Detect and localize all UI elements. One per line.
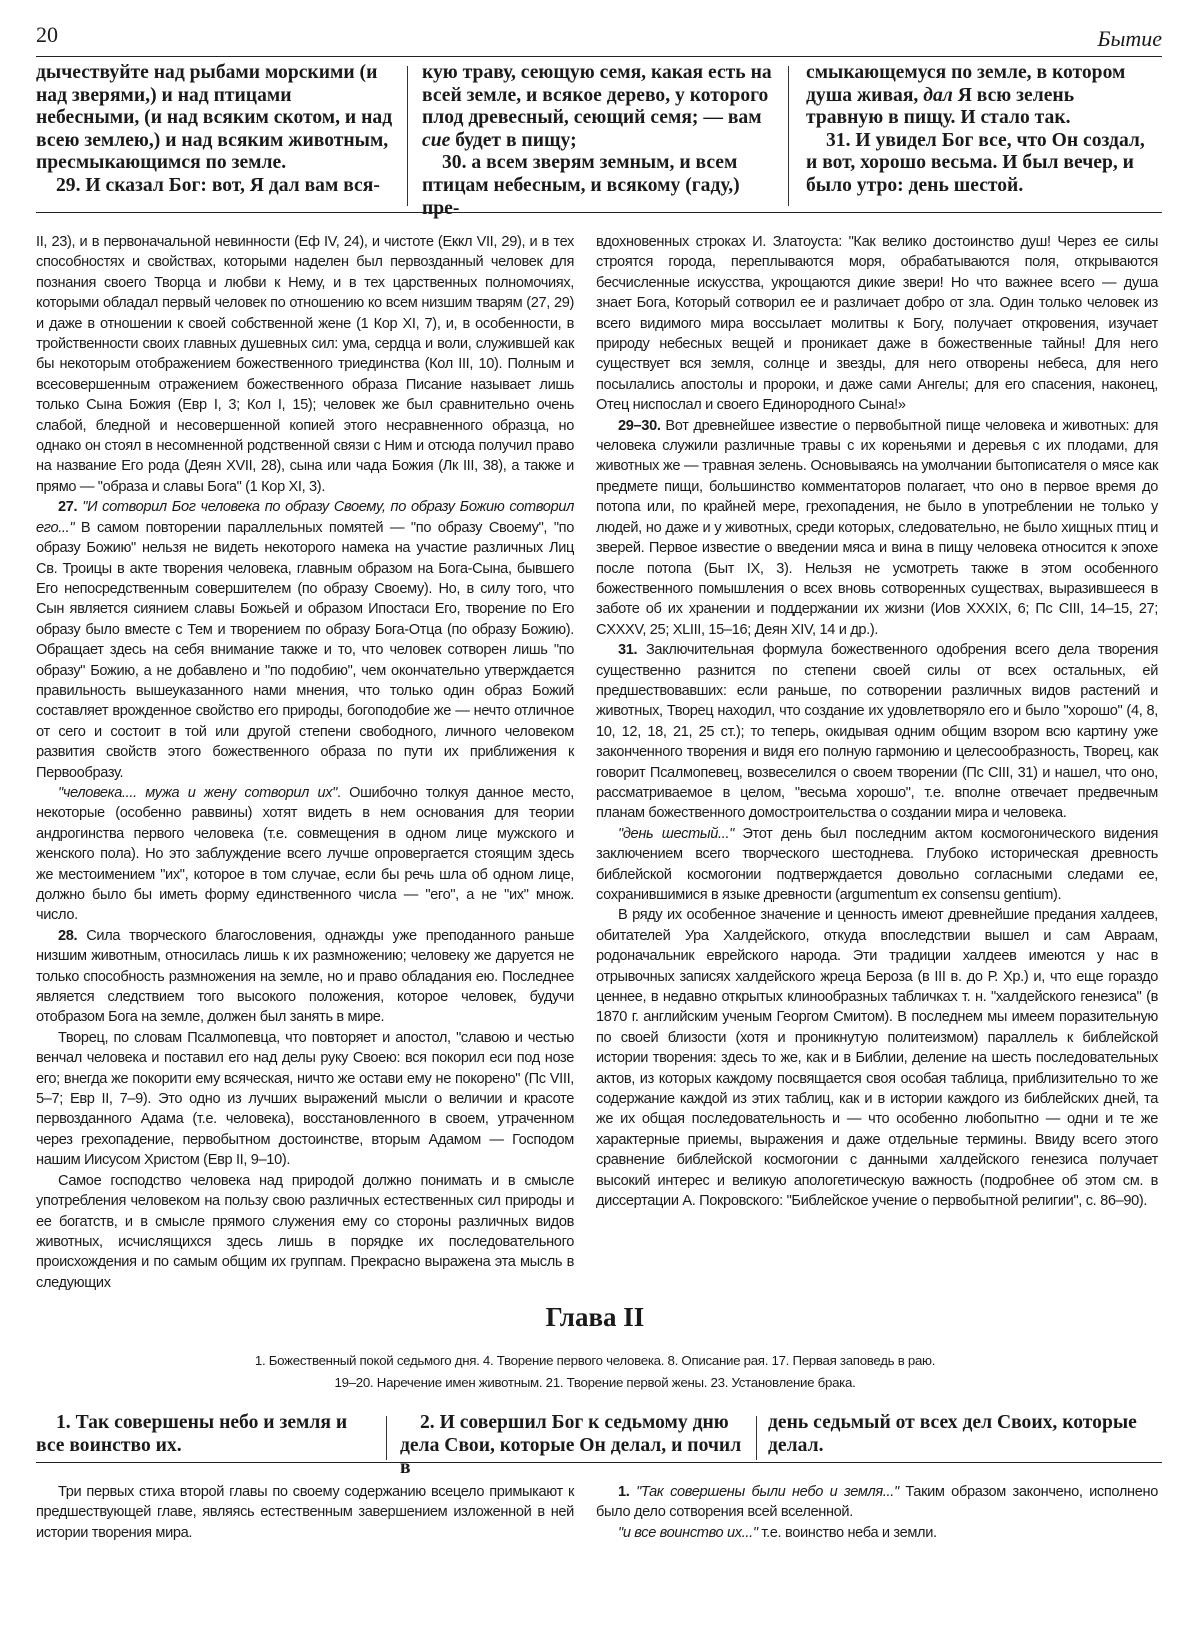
commentary-text: В самом повторении параллельных помятей — "по образу Своему", "по образу Божию" нельзя не видеть некоторого намека на участие различных Лиц Св. Троицы в акте творения человека, главным образом на Бога-Сына, бывшего Его непосредственным совершителем (по образу Своему). Но, в силу того, что Сын является сиянием славы Божьей и образом Ипостаси Его, творение по Его образу было вместе с Тем и творением по образу Бога-Отца (по образу Божию). Обращает здесь на себя внимание также и то, что человек сотворен лишь "по образу" Божию, а не добавлено и "по подобию", чем окончательно утверждается правильность вышеуказанного нами мнения, что только один образ Божий составляет врожденное свойство его природы, богоподобие же — нечто отличное от сего и состоит в той или другой степени свободного, личного человеком развития свойств этого божественного образа по пути их приближения к Первообразу. [36, 519, 574, 781]
synopsis-line: 19–20. Наречение имен животным. 21. Творение первой жены. 23. Установление брака. [334, 1375, 856, 1390]
column-divider [756, 1416, 757, 1460]
commentary-right-column [596, 232, 1158, 1212]
commentary-block-bottom [36, 1482, 1162, 1582]
scripture-column-3 [768, 1412, 1158, 1457]
verse-quote: "Так совершены были небо и земля..." [636, 1484, 899, 1500]
commentary-left-column [36, 232, 574, 1293]
running-header [36, 20, 1162, 57]
verse-quote: "И сотворил Бог человека по образу Своему, по образу Божию сотворил его..." [36, 499, 574, 536]
commentary-paragraph: Три первых стиха второй главы по своему содержанию всецело примыкают к предшествующей главе, являясь естественным завершением изложенной в ней истории творения мира. [36, 1484, 574, 1541]
commentary-right-column [596, 1482, 1158, 1543]
commentary-paragraph [596, 416, 1158, 640]
commentary-text: Этот день был последним актом космогонического видения заключением всего творческого шестоднева. Глубоко историческая древность библейской космогонии подтверждается довольно согласными следами ее, сохранившимися в языке древности (argumentum ex consensu gentium). [596, 825, 1158, 903]
verse-31: 31. И увидел Бог все, что Он создал, и вот, хорошо весьма. И был вечер, и было утро: день шестой. [806, 129, 1145, 196]
commentary-paragraph [36, 783, 574, 926]
commentary-paragraph [596, 640, 1158, 824]
verse-2: 2. И совершил Бог к седьмому дню дела Свои, которые Он делал, и почил в [400, 1412, 742, 1479]
commentary-paragraph [36, 926, 574, 1028]
chapter-synopsis [100, 1350, 1090, 1394]
commentary-text: Таким образом закончено, исполнено было дело сотворения всей вселенной. [596, 1484, 1158, 1521]
scripture-column-1 [36, 62, 396, 198]
scripture-italic: сие [422, 129, 451, 151]
verse-quote: "день шестый..." [618, 825, 734, 842]
scripture-column-2 [422, 62, 772, 220]
verse-1: 1. Так совершены небо и земля и все воинство их. [36, 1412, 348, 1456]
verse-30: 30. а всем зверям земным, и всем птицам небесным, и всякому (гаду,) пре- [422, 152, 740, 219]
verse-number: 31. [618, 642, 638, 659]
scripture-block-top [36, 62, 1162, 219]
commentary-text: . Ошибочно толкуя данное место, некоторые (особенно раввины) хотят видеть в нем основания для теории андрогинства первого человека (т.е. совмещения в одном лице мужского и женского пола). Но это заблуждение всего лучше опровергается стоящим здесь же местоимением "их", которое в том случае, если бы речь шла об одном лице, должно было бы иметь форму единственного числа — "его", а не "их" множ. число. [36, 784, 574, 924]
commentary-paragraph [596, 1523, 1158, 1543]
chapter-heading: Глава II [545, 1302, 645, 1332]
scripture-text: дычествуйте над рыбами морскими (и над зверями,) и над птицами небесными, (и над всяким скотом, и над всею землею,) и над всяким животным, пресмыкающимся по земле. [36, 62, 393, 174]
page-number: 20 [36, 22, 58, 47]
scripture-text-part: будет в пищу; [450, 129, 577, 151]
column-divider [407, 66, 408, 206]
commentary-paragraph [596, 1482, 1158, 1523]
verse-quote: "и все воинство их..." [618, 1524, 758, 1541]
scripture-text: день седьмый от всех дел Своих, которые делал. [768, 1412, 1137, 1456]
scripture-italic: дал [923, 84, 953, 106]
commentary-paragraph: В ряду их особенное значение и ценность имеют древнейшие предания халдеев, обитателей Ура Халдейского, откуда впоследствии вышел и сам Авраам, родоначальник еврейского народа. Эти традиции халдеев имеются у нас в отрывочных записях халдейского жреца Бероза (в III в. до Р. Хр.) и, что еще гораздо ценнее, в недавно открытых клинообразных табличках т. н. "халдейского генезиса" (в 1870 г. английским ученым Георгом Смитом). В последнем мы имеем поразительную по своей близости (хотя и проникнутую политеизмом) параллель к библейской истории творения: здесь то же, как и в Библии, деление на шесть последовательных актов, из которых каждому посвящается своя особая таблица, приблизительно то же содержание каждой из этих таблиц, как и в истории каждого из библейских дней, та же их общая последовательность и — что особенно любопытно — одни и те же характерные приемы, выражения и даже отдельные термины. Ввиду всего этого сравнение библейской космогонии с данными халдейского генезиса получает высокий интерес и великую апологетическую важность (подробнее об этом см. в диссертации А. Покровского: "Библейское учение о первобытной религии", с. 86–90). [596, 907, 1158, 1210]
commentary-text: Вот древнейшее известие о первобытной пище человека и животных: для человека служили различные травы с их кореньями и деревья с их плодами, для животных же — травная зелень. Основываясь на умолчании бытописателя о мясе как предмете пищи, большинство комментаторов полагает, что оно в первое время до потопа или, по крайней мере, грехопадения, не было в употреблении не только у людей, но даже и у животных, среди которых, следовательно, не было хищных птиц и зверей. Первое известие о введении мяса и вина в пищу человека относится к эпохе после потопа (Быт IX, 3). Нельзя не усмотреть также в этом особенного божественного помышления о всех вновь сотворенных существах, выразившееся в заботе об их хранении и поддержании их жизни (Иов XXXIX, 6; Пс CIII, 14–15, 27; CXXXV, 25; XLIII, 15–16; Деян XIV, 14 и др.). [596, 417, 1158, 638]
commentary-paragraph [36, 497, 574, 783]
verse-number: 28. [58, 927, 78, 944]
commentary-text: Сила творческого благословения, однажды уже преподанного раньше низшим животным, относилась лишь к их размножению; человеку же даруется не только способность размножения на земле, но и право обладания ею. Последнее является следствием того высокого положения, которое человек, будучи отобразом Бога на земле, должен был занять в мире. [36, 927, 574, 1026]
commentary-paragraph: вдохновенных строках И. Златоуста: "Как велико достоинство душ! Через ее силы строятся города, переплываются моря, обрабатываются поля, открываются бесчисленные искусства, укрощаются дикие звери! Но что важнее всего — душа знает Бога, Который сотворил ее и различает добро от зла. Один только человек из всего видимого мира воссылает молитвы к Богу, получает откровения, изучает природу небесных вещей и проникает даже в божественные тайны! Для него существует вся земля, солнце и звезды, для него отворены небеса, для него посылались апостолы и пророки, и даже сами Ангелы; для его спасения, наконец, Отец ниспослал и своего Единородного Сына!» [596, 234, 1158, 414]
commentary-paragraph [596, 824, 1158, 906]
commentary-paragraph: II, 23), и в первоначальной невинности (Еф IV, 24), и чистоте (Еккл VII, 29), и в тех способностях и свойствах, которыми наделен был первозданный человек для познания своего Творца и любви к Нему, и в тех царственных полномочиях, которыми обладал первый человек по отношению ко всем низшим тварям (27, 29) и даже в отношении к своей собственной жене (1 Кор XI, 7), и, в особенности, в тройственности своих главных душевных сил: ума, сердца и воли, служившей как бы некоторым отображением божественного триединства (Кол III, 10). Полным и всесовершенным отражением божественного образа Писание называет лишь только Сына Божия (Евр I, 3; Кол I, 15); человек же был сравнительно очень слабой, бледной и несовершенной копией этого несравненного образца, но однако он стоял в несомненной родственной связи с Ним и отсюда получил право на название Его рода (Деян XVII, 28), сына или чада Божия (Лк III, 38), а также и прямо — "образа и славы Бога" (1 Кор XI, 3). [36, 234, 574, 495]
commentary-text: т.е. воинство неба и земли. [757, 1524, 937, 1541]
scripture-text-part: Я всю зелень травную в пищу. И стало так. [806, 84, 1075, 129]
scripture-block-bottom [36, 1412, 1162, 1479]
verse-quote: "человека.... мужа и жену сотворил их" [58, 784, 338, 801]
verse-number: 27. [58, 499, 78, 516]
commentary-paragraph: Творец, по словам Псалмопевца, что повторяет и апостол, "славою и честью венчал человека и поставил его над делы руку Своею: вся покорил еси под нозе его; внегда же покорити ему всяческая, ничто же остави ему не покорено" (Пс VIII, 5–7; Евр II, 7–9). Это одно из лучших выражений мысли о величии и красоте первозданного Адама (т.е. человека), восстановленного в своем, утраченном через грехопадение, первобытном достоинстве, вторым Адамом — Господом нашим Иисусом Христом (Евр II, 9–10). [36, 1029, 574, 1169]
scripture-column-3 [806, 62, 1156, 198]
verse-29: 29. И сказал Бог: вот, Я дал вам вся- [56, 174, 380, 196]
verse-number: 29–30. [618, 417, 661, 434]
commentary-block [36, 232, 1162, 1300]
synopsis-line: 1. Божественный покой седьмого дня. 4. Творение первого человека. 8. Описание рая. 17. Первая заповедь в раю. [254, 1353, 936, 1368]
verse-number: 1. [618, 1484, 630, 1500]
scripture-text [422, 62, 772, 152]
scripture-text-part: кую траву, сеющую семя, какая есть на всей земле, и всякое дерево, у которого плод древесный, сеющий семя; — вам [422, 62, 772, 129]
commentary-text: Заключительная формула божественного одобрения всего дела творения существенно разнится по степени своей силы от всех остальных, ей предшествовавших: если раньше, по сотворении различных видов растений и животных, Творец находил, что создание их удовлетворяло его и было "хорошо" (4, 8, 10, 12, 18, 21, 25 ст.); то теперь, окидывая одним общим взором всю картину уже законченного творения и видя его полную гармонию и целесообразность, Творец, как говорит Псалмопевец, возвеселился о своем творении (Пс CIII, 31) и нашел, что оно, рассматриваемое в целом, "весьма хорошо", т.е. вполне отвечает предвечным планам божественного домостроительства о создании мира и человека. [596, 642, 1158, 822]
running-title: Бытие [1097, 26, 1162, 51]
column-divider [386, 1416, 387, 1460]
scripture-column-2 [400, 1412, 750, 1480]
commentary-paragraph: Самое господство человека над природой должно понимать и в смысле употребления человеком на пользу свою различных естественных сил природы и ее богатств, и в смысле прямого служения ему со стороны различных видов животных, исчислящихся здесь лишь в порядке их последовательного происхождения и по самым общим их группам. Прекрасно выражена эта мысль в следующих [36, 1172, 574, 1291]
scripture-column-1 [36, 1412, 376, 1457]
scripture-text [806, 62, 1156, 130]
scripture-text-part: смыкающемуся по земле, в котором душа живая, [806, 62, 1126, 106]
column-divider [788, 66, 789, 206]
commentary-left-column [36, 1482, 574, 1543]
